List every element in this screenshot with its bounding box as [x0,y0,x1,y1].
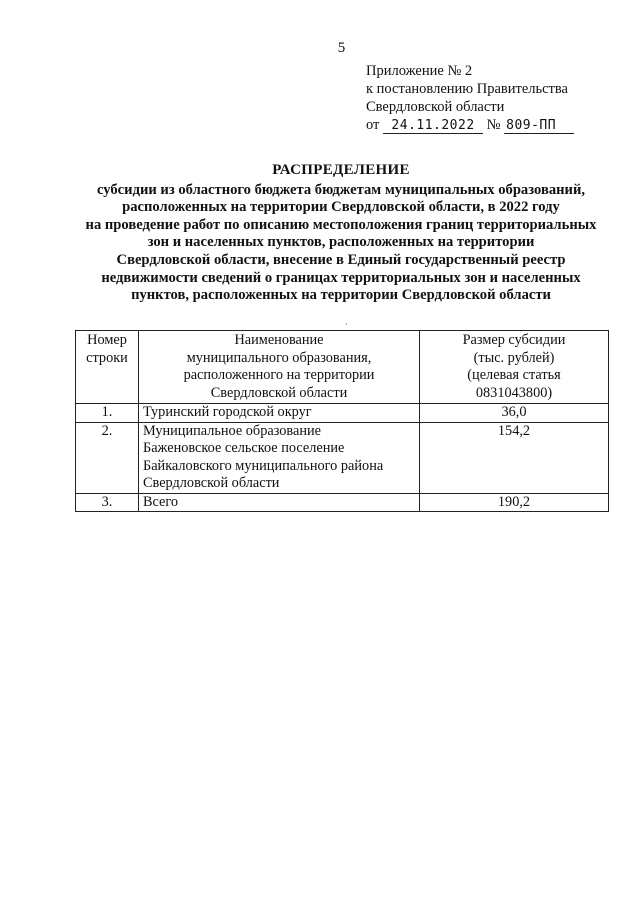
total-label: Всего [139,493,420,512]
decree-number: 809-ПП [506,118,557,133]
total-amount: 190,2 [420,493,609,512]
appendix-line-2: к постановлению Правительства [366,81,568,97]
header-subsidy-amount: Размер субсидии (тыс. рублей) (целевая статья 0831043800) [420,331,609,404]
table-row [76,422,609,493]
appendix-header [366,62,574,134]
header-row-number: Номер строки [76,331,139,404]
decree-date: 24.11.2022 [391,118,475,133]
subsidy-table [75,330,609,512]
document-title: РАСПРЕДЕЛЕНИЕ [272,162,410,178]
date-stamp-field [383,118,483,134]
row-number: 3. [76,493,139,512]
municipality-name: Муниципальное образование Баженовское сельское поселение Байкаловского муниципального района Свердловской области [139,422,420,493]
date-prefix: от [366,117,380,133]
subsidy-amount: 36,0 [420,404,609,423]
header-municipality: Наименование муниципального образования, расположенного на территории Свердловской области [139,331,420,404]
document-title-block [60,162,622,305]
appendix-line-1: Приложение № 2 [366,63,473,79]
number-prefix: № [486,117,501,133]
municipality-name: Туринский городской округ [139,404,420,423]
row-number: 2. [76,422,139,493]
row-number: 1. [76,404,139,423]
appendix-line-3: Свердловской области [366,99,505,115]
number-stamp-field [504,118,574,134]
appendix-date-line [366,116,574,134]
page-number: 5 [337,40,346,56]
document-subtitle: субсидии из областного бюджета бюджетам муниципальных образований, расположенных на территории Свердловской области, в 2022 году на проведение работ по описанию местоположения границ территориальных зон и населенных пунктов, расположенных на территории Свердловской области, внесение в Единый государственный реестр недвижимости сведений о границах территориальных зон и населенных пунктов, расположенных на территории Свердловской области [85,181,597,304]
subsidy-amount: 154,2 [420,422,609,493]
scan-speck: · [345,320,348,329]
table-row-total [76,493,609,512]
table-row [76,404,609,423]
table-header-row [76,331,609,404]
